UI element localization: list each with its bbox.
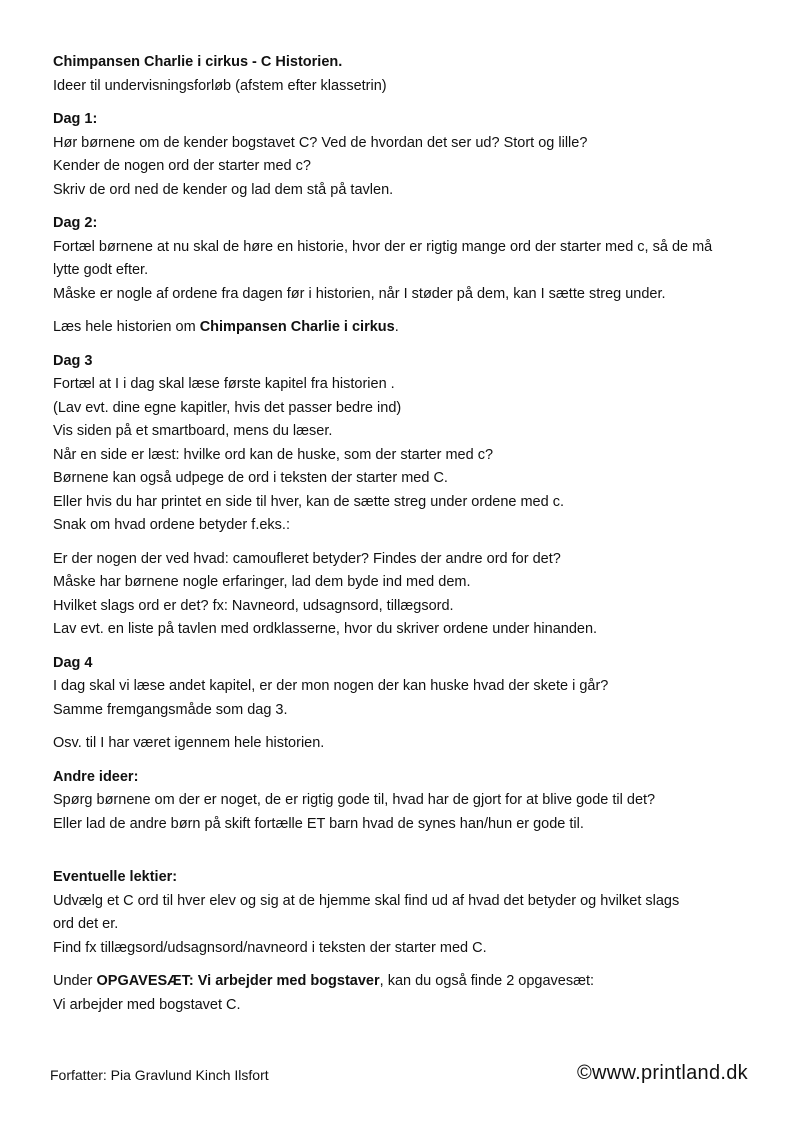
document-body <box>53 51 753 1017</box>
dag2-heading: Dag 2: <box>53 215 98 231</box>
andre-line: Eller lad de andre børn på skift fortælle ET barn hvad de synes han/hun er gode til. <box>53 815 584 832</box>
footer-author: Forfatter: Pia Gravlund Kinch Ilsfort <box>50 1067 269 1083</box>
dag3-line: Lav evt. en liste på tavlen med ordklasserne, hvor du skriver ordene under hinanden. <box>53 621 598 637</box>
dag1-heading: Dag 1: <box>53 111 98 127</box>
dag1-line: Hør børnene om de kender bogstavet C? Ved de hvordan det ser ud? Stort og lille? <box>53 134 588 151</box>
story-title: Chimpansen Charlie i cirkus <box>199 319 395 335</box>
dag3-line: Vis siden på et smartboard, mens du læser. <box>53 423 333 439</box>
dag3-line: Er der nogen der ved hvad: camoufleret betyder? Findes der andre ord for det? <box>53 550 561 567</box>
document-subtitle: Ideer til undervisningsforløb (afstem efter klassetrin) <box>53 77 387 94</box>
dag2-line: Måske er nogle af ordene fra dagen før i historien, når I støder på dem, kan I sætte streg under. <box>53 285 666 302</box>
lektier-heading: Eventuelle lektier: <box>53 869 178 885</box>
dag3-line: Børnene kan også udpege de ord i teksten der starter med C. <box>53 470 448 486</box>
dag2-line: Fortæl børnene at nu skal de høre en historie, hvor der er rigtig mange ord der starter med c, så de må <box>53 238 713 255</box>
dag4-line: Samme fremgangsmåde som dag 3. <box>53 701 288 718</box>
footer-site: ©www.printland.dk <box>576 1062 748 1084</box>
under-prefix: Under <box>53 973 97 989</box>
dag2-read-line <box>53 316 753 340</box>
lektier-under-line <box>53 970 753 994</box>
dag3-line: Når en side er læst: hvilke ord kan de huske, som der starter med c? <box>53 446 494 463</box>
dag2-line: lytte godt efter. <box>53 262 149 278</box>
dag4-line: I dag skal vi læse andet kapitel, er der mon nogen der kan huske hvad der skete i går? <box>53 678 609 694</box>
dag3-line: (Lav evt. dine egne kapitler, hvis det passer bedre ind) <box>53 399 402 416</box>
dag3-line: Eller hvis du har printet en side til hver, kan de sætte streg under ordene med c. <box>53 493 564 510</box>
andre-heading: Andre ideer: <box>53 768 139 785</box>
dag3-line: Fortæl at I i dag skal læse første kapitel fra historien . <box>53 376 395 392</box>
lektier-last-line: Vi arbejder med bogstavet C. <box>53 996 241 1013</box>
document-title: Chimpansen Charlie i cirkus - C Historien. <box>53 54 343 70</box>
read-suffix: . <box>394 319 399 335</box>
opgavesaet-title: OPGAVESÆT: Vi arbejder med bogstaver <box>96 973 380 989</box>
lektier-line: ord det er. <box>53 916 119 932</box>
under-suffix: , kan du også finde 2 opgavesæt: <box>379 973 595 989</box>
dag3-line: Måske har børnene nogle erfaringer, lad dem byde ind med dem. <box>53 574 471 590</box>
andre-line: Spørg børnene om der er noget, de er rigtig gode til, hvad har de gjort for at blive gode til det? <box>53 792 656 808</box>
dag4-osv: Osv. til I har været igennem hele historien. <box>53 735 325 751</box>
dag1-line: Skriv de ord ned de kender og lad dem stå på tavlen. <box>53 181 394 198</box>
read-prefix: Læs hele historien om <box>53 319 200 335</box>
dag1-line: Kender de nogen ord der starter med c? <box>53 158 311 174</box>
dag3-line: Snak om hvad ordene betyder f.eks.: <box>53 517 290 533</box>
dag3-line: Hvilket slags ord er det? fx: Navneord, udsagnsord, tillægsord. <box>53 597 454 614</box>
dag4-heading: Dag 4 <box>53 654 93 671</box>
lektier-line: Find fx tillægsord/udsagnsord/navneord i teksten der starter med C. <box>53 939 487 956</box>
dag3-heading: Dag 3 <box>53 352 93 369</box>
lektier-line: Udvælg et C ord til hver elev og sig at de hjemme skal find ud af hvad det betyder og hvilket slags <box>53 892 680 909</box>
